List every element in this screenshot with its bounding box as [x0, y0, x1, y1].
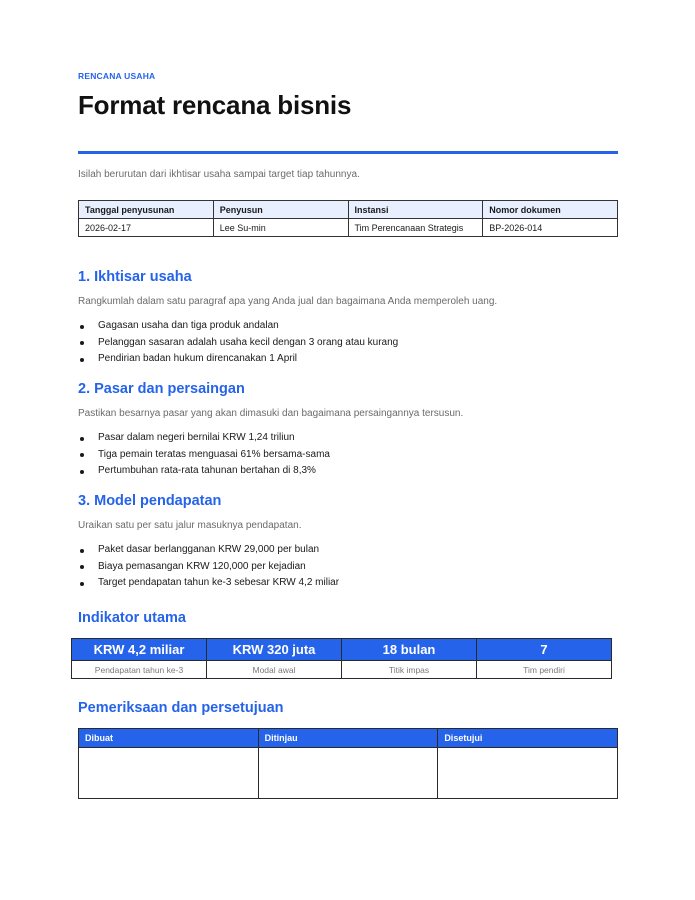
list-item: Gagasan usaha dan tiga produk andalan: [78, 318, 398, 335]
signature-box-created[interactable]: [79, 748, 259, 799]
bullet-list: [78, 318, 398, 368]
section-heading: 3. Model pendapatan: [78, 493, 222, 509]
approval-table: [78, 728, 618, 799]
kpi-value-row: [72, 639, 612, 661]
section-subtitle: Uraikan satu per satu jalur masuknya pendapatan.: [78, 520, 302, 531]
kpi-value: KRW 320 juta: [207, 639, 342, 661]
kpi-value: 18 bulan: [342, 639, 477, 661]
title-divider: [78, 151, 618, 154]
metadata-value-row: [79, 219, 618, 237]
document-title: Format rencana bisnis: [78, 90, 352, 120]
list-item: Pelanggan sasaran adalah usaha kecil dengan 3 orang atau kurang: [78, 335, 398, 352]
approval-column-header: Disetujui: [438, 729, 618, 748]
document-intro: Isilah berurutan dari ikhtisar usaha sampai target tiap tahunnya.: [78, 169, 360, 180]
signature-box-reviewed[interactable]: [258, 748, 438, 799]
kpi-label: Modal awal: [207, 661, 342, 679]
signature-box-approved[interactable]: [438, 748, 618, 799]
bullet-list: [78, 542, 339, 592]
approval-column-header: Ditinjau: [258, 729, 438, 748]
kpi-value: KRW 4,2 miliar: [72, 639, 207, 661]
section-subtitle: Rangkumlah dalam satu paragraf apa yang Anda jual dan bagaimana Anda memperoleh uang.: [78, 296, 498, 307]
list-item: Pendirian badan hukum direncanakan 1 April: [78, 351, 398, 368]
metadata-header-cell: Tanggal penyusunan: [79, 201, 214, 219]
metadata-value-cell: Lee Su-min: [213, 219, 348, 237]
section-heading: 1. Ikhtisar usaha: [78, 269, 192, 285]
kpi-label: Tim pendiri: [477, 661, 612, 679]
kpi-value: 7: [477, 639, 612, 661]
metadata-header-cell: Nomor dokumen: [483, 201, 618, 219]
metadata-header-cell: Instansi: [348, 201, 483, 219]
bullet-list: [78, 430, 330, 480]
list-item: Biaya pemasangan KRW 120,000 per kejadian: [78, 559, 339, 576]
metadata-table: [78, 200, 618, 237]
list-item: Target pendapatan tahun ke-3 sebesar KRW 4,2 miliar: [78, 575, 339, 592]
document-eyebrow: RENCANA USAHA: [78, 71, 156, 81]
metadata-value-cell: 2026-02-17: [79, 219, 214, 237]
metadata-value-cell: BP-2026-014: [483, 219, 618, 237]
section-heading: 2. Pasar dan persaingan: [78, 381, 245, 397]
kpi-label-row: [72, 661, 612, 679]
metadata-value-cell: Tim Perencanaan Strategis: [348, 219, 483, 237]
approval-column-header: Dibuat: [79, 729, 259, 748]
kpi-table: [71, 638, 612, 679]
metadata-header-row: [79, 201, 618, 219]
kpi-label: Pendapatan tahun ke-3: [72, 661, 207, 679]
list-item: Tiga pemain teratas menguasai 61% bersama-sama: [78, 447, 330, 464]
approval-heading: Pemeriksaan dan persetujuan: [78, 700, 284, 716]
metadata-header-cell: Penyusun: [213, 201, 348, 219]
approval-header-row: [79, 729, 618, 748]
kpi-label: Titik impas: [342, 661, 477, 679]
approval-signature-row: [79, 748, 618, 799]
kpi-heading: Indikator utama: [78, 610, 186, 626]
list-item: Pertumbuhan rata-rata tahunan bertahan di 8,3%: [78, 463, 330, 480]
section-subtitle: Pastikan besarnya pasar yang akan dimasuki dan bagaimana persaingannya tersusun.: [78, 408, 464, 419]
list-item: Pasar dalam negeri bernilai KRW 1,24 triliun: [78, 430, 330, 447]
list-item: Paket dasar berlangganan KRW 29,000 per bulan: [78, 542, 339, 559]
